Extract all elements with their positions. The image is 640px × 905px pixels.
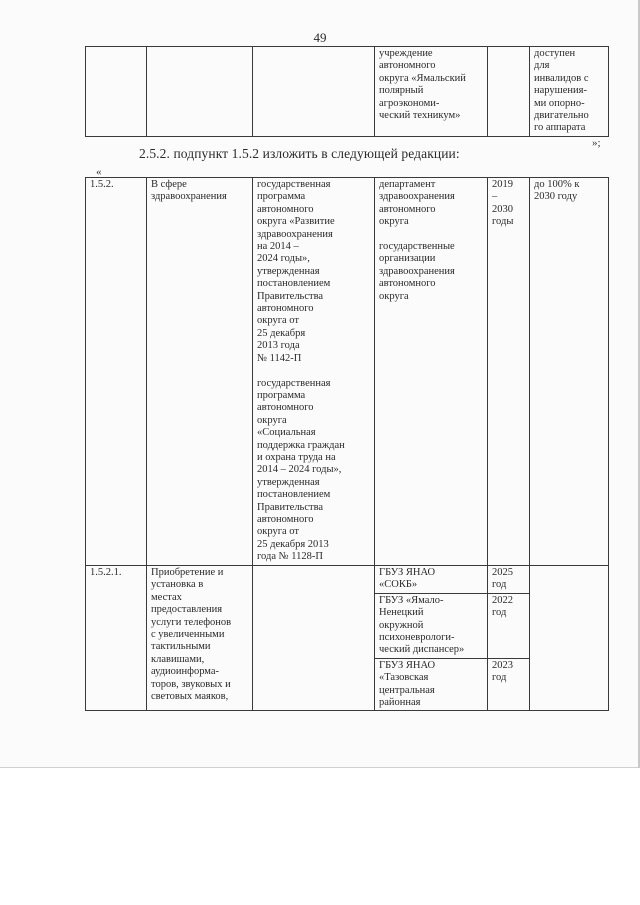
sub-period: 2022 год bbox=[488, 593, 530, 658]
item-period: 2019 – 2030 годы bbox=[488, 178, 530, 566]
item-target: до 100% к 2030 году bbox=[530, 178, 609, 566]
item-area: В сфере здравоохранения bbox=[147, 178, 253, 566]
item-executor: департамент здравоохранения автономного округа государственные организации здравоохранения автономного округа bbox=[375, 178, 488, 566]
item-number: 1.5.2.1. bbox=[86, 566, 147, 711]
blank-margin bbox=[0, 768, 640, 905]
closing-quote: »; bbox=[592, 137, 601, 149]
table-row-1-5-2 bbox=[86, 178, 609, 566]
main-table bbox=[85, 177, 609, 711]
opening-quote: « bbox=[96, 166, 102, 178]
table-cell bbox=[86, 47, 147, 137]
item-target bbox=[530, 566, 609, 711]
sub-executor: ГБУЗ «Ямало- Ненецкий окружной психоневрологи- ческий диспансер» bbox=[375, 593, 488, 658]
item-basis bbox=[253, 566, 375, 711]
table-row-1-5-2-1 bbox=[86, 566, 609, 594]
table-cell bbox=[253, 47, 375, 137]
sub-period: 2025 год bbox=[488, 566, 530, 594]
item-number: 1.5.2. bbox=[86, 178, 147, 566]
amendment-heading: 2.5.2. подпункт 1.5.2 изложить в следующей редакции: bbox=[139, 146, 460, 161]
page-number: 49 bbox=[313, 30, 327, 45]
table-row bbox=[86, 47, 609, 137]
table-cell: учреждение автономного округа «Ямальский полярный агроэкономи- ческий техникум» bbox=[375, 47, 488, 137]
top-table bbox=[85, 46, 609, 137]
table-cell bbox=[147, 47, 253, 137]
table-cell: доступен для инвалидов с нарушения- ми опорно- двигательно го аппарата bbox=[530, 47, 609, 137]
item-area: Приобретение и установка в местах предоставления услуги телефонов с увеличенными тактильными клавишами, аудиоинформа- торов, звуковых и световых маяков, bbox=[147, 566, 253, 711]
item-basis: государственная программа автономного округа «Развитие здравоохранения на 2014 – 2024 годы», утвержденная постановлением Правительства автономного округа от 25 декабря 2013 года № 1142-П государственная программа автономного округа «Социальная поддержка граждан и охрана труда на 2014 – 2024 годы», утвержденная постановлением Правительства автономного округа от 25 декабря 2013 года № 1128-П bbox=[253, 178, 375, 566]
sub-executor: ГБУЗ ЯНАО «СОКБ» bbox=[375, 566, 488, 594]
sub-period: 2023 год bbox=[488, 658, 530, 711]
sub-executor: ГБУЗ ЯНАО «Тазовская центральная районная bbox=[375, 658, 488, 711]
table-cell bbox=[488, 47, 530, 137]
